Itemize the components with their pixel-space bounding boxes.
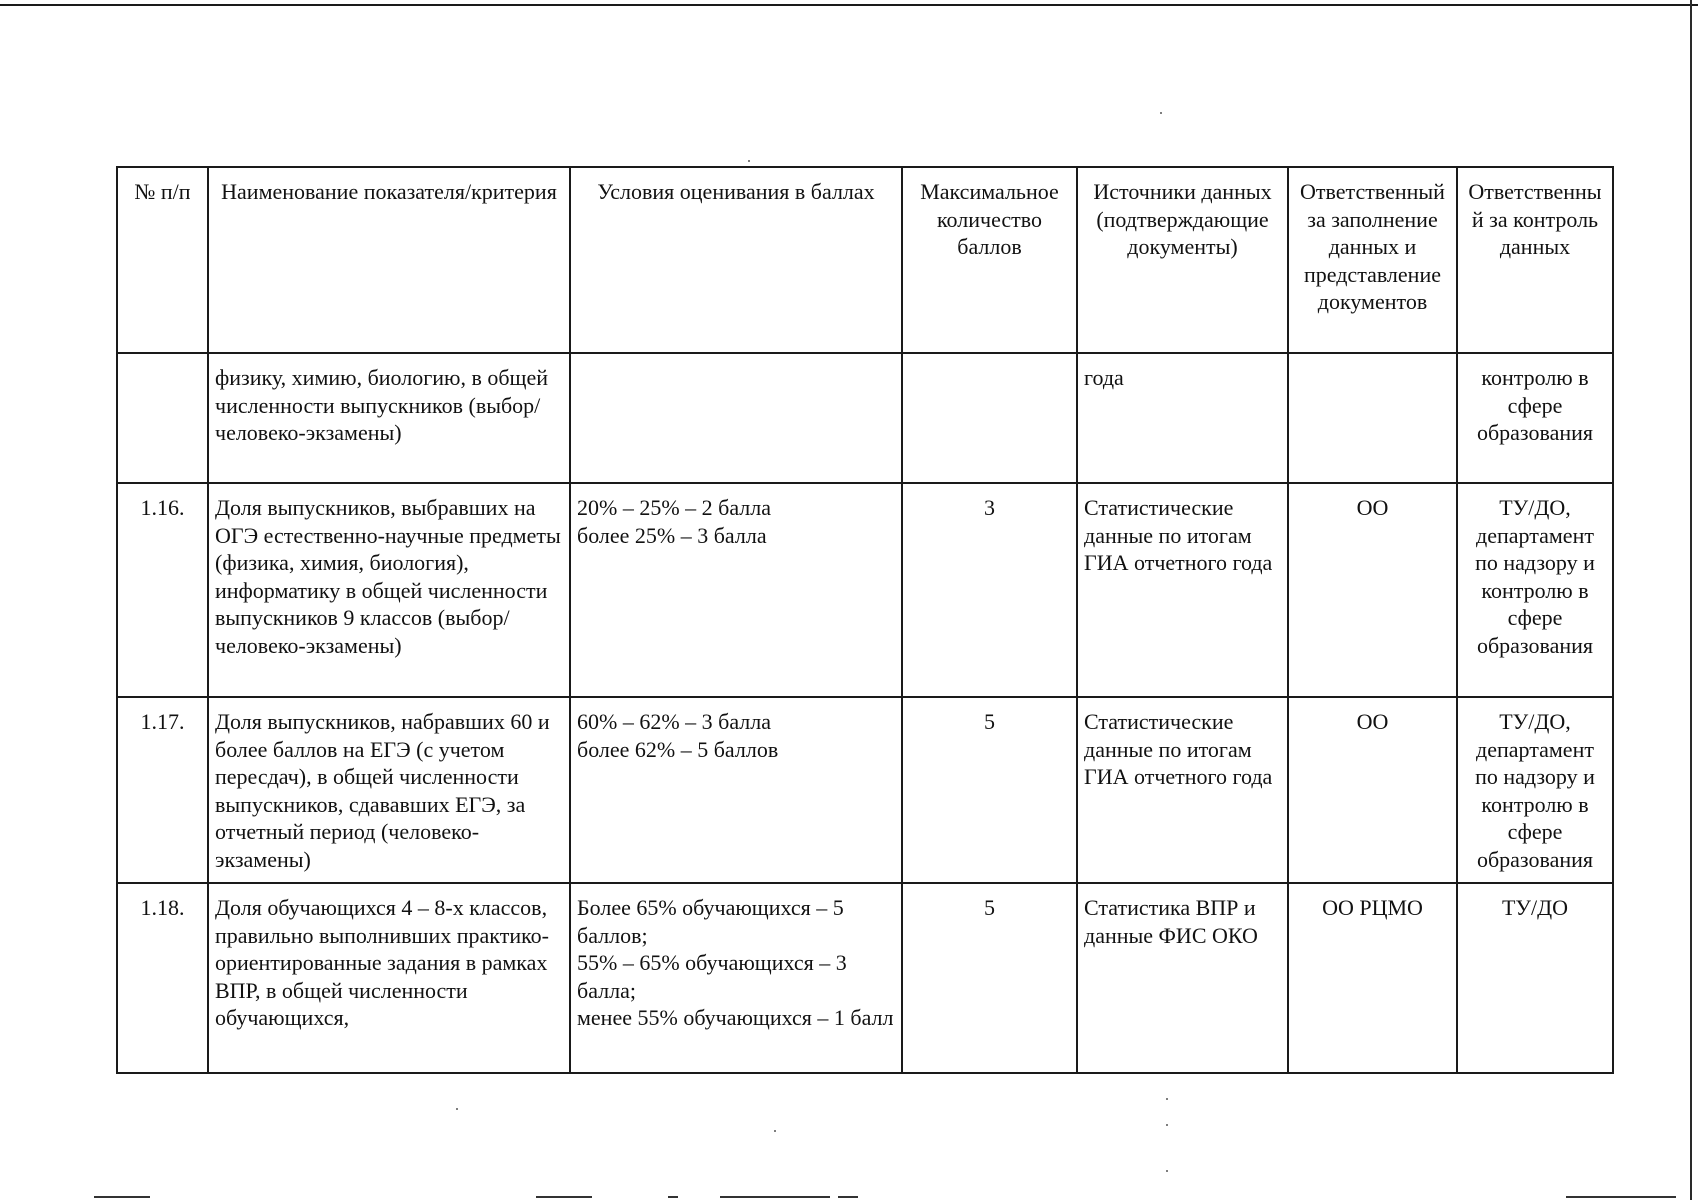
table-row <box>117 353 1613 483</box>
scoring-conditions <box>570 883 902 1073</box>
table-header-row <box>117 167 1613 353</box>
scoring-conditions <box>570 697 902 883</box>
data-sources: Статистические данные по итогам ГИА отчетного года <box>1077 483 1288 697</box>
responsible-party <box>1288 353 1457 483</box>
scan-speck <box>1166 1124 1168 1126</box>
criterion-name: физику, химию, биологию, в общей численности выпускников (выбор/человеко-экзамены) <box>208 353 570 483</box>
scan-speck <box>748 160 750 162</box>
criterion-name: Доля выпускников, набравших 60 и более баллов на ЕГЭ (с учетом пересдач), в общей численности выпускников, сдававших ЕГЭ, за отчетный период (человеко-экзамены) <box>208 697 570 883</box>
scan-mark-bottom-4 <box>720 1196 830 1198</box>
max-score <box>902 353 1077 483</box>
control-party: контролю в сфере образования <box>1457 353 1613 483</box>
criterion-name: Доля обучающихся 4 – 8-х классов, правильно выполнивших практико-ориентированные задания в рамках ВПР, в общей численности обучающихся, <box>208 883 570 1073</box>
condition-line: более 62% – 5 баллов <box>577 736 779 762</box>
condition-line: более 25% – 3 балла <box>577 522 767 548</box>
criterion-name: Доля выпускников, выбравших на ОГЭ естественно-научные предметы (физика, химия, биология), информатику в общей численности выпускников 9 классов (выбор/человеко-экзамены) <box>208 483 570 697</box>
scan-border-right <box>1690 0 1692 1200</box>
condition-line: менее 55% обучающихся – 1 балл <box>577 1005 894 1030</box>
scoring-conditions <box>570 353 902 483</box>
scan-speck <box>1166 1170 1168 1172</box>
criteria-table <box>116 166 1614 1074</box>
row-number: 1.16. <box>117 483 208 697</box>
condition-line: 20% – 25% – 2 балла <box>577 495 772 520</box>
scan-speck <box>1166 1098 1168 1100</box>
table-row <box>117 697 1613 883</box>
data-sources: года <box>1077 353 1288 483</box>
scan-mark-bottom-3 <box>668 1196 678 1198</box>
scan-mark-bottom-6 <box>1566 1196 1676 1198</box>
header-max-score: Максимальное количество баллов <box>902 167 1077 353</box>
row-number: 1.17. <box>117 697 208 883</box>
scan-mark-bottom-1 <box>94 1196 150 1198</box>
header-responsible: Ответственный за заполнение данных и представление документов <box>1288 167 1457 353</box>
scan-speck <box>774 1130 776 1132</box>
header-conditions: Условия оценивания в баллах <box>570 167 902 353</box>
row-number: 1.18. <box>117 883 208 1073</box>
max-score: 5 <box>902 883 1077 1073</box>
control-party: ТУ/ДО, департамент по надзору и контролю в сфере образования <box>1457 697 1613 883</box>
condition-line: 55% – 65% обучающихся – 3 балла; <box>577 950 847 1003</box>
scan-border-top <box>0 4 1698 6</box>
responsible-party: ОО <box>1288 483 1457 697</box>
scoring-conditions <box>570 483 902 697</box>
condition-line: 60% – 62% – 3 балла <box>577 709 772 734</box>
row-number <box>117 353 208 483</box>
responsible-party: ОО <box>1288 697 1457 883</box>
max-score: 5 <box>902 697 1077 883</box>
table-row <box>117 483 1613 697</box>
max-score: 3 <box>902 483 1077 697</box>
header-num: № п/п <box>117 167 208 353</box>
control-party: ТУ/ДО, департамент по надзору и контролю в сфере образования <box>1457 483 1613 697</box>
control-party: ТУ/ДО <box>1457 883 1613 1073</box>
data-sources: Статистические данные по итогам ГИА отчетного года <box>1077 697 1288 883</box>
data-sources: Статистика ВПР и данные ФИС ОКО <box>1077 883 1288 1073</box>
scan-mark-bottom-5 <box>838 1196 858 1198</box>
responsible-party: ОО РЦМО <box>1288 883 1457 1073</box>
table-row <box>117 883 1613 1073</box>
header-name: Наименование показателя/критерия <box>208 167 570 353</box>
scan-speck <box>456 1108 458 1110</box>
header-control: Ответственный за контроль данных <box>1457 167 1613 353</box>
condition-line: Более 65% обучающихся – 5 баллов; <box>577 895 844 948</box>
scan-mark-bottom-2 <box>536 1196 592 1198</box>
header-sources: Источники данных (подтверждающие документы) <box>1077 167 1288 353</box>
scan-speck <box>1160 112 1162 114</box>
